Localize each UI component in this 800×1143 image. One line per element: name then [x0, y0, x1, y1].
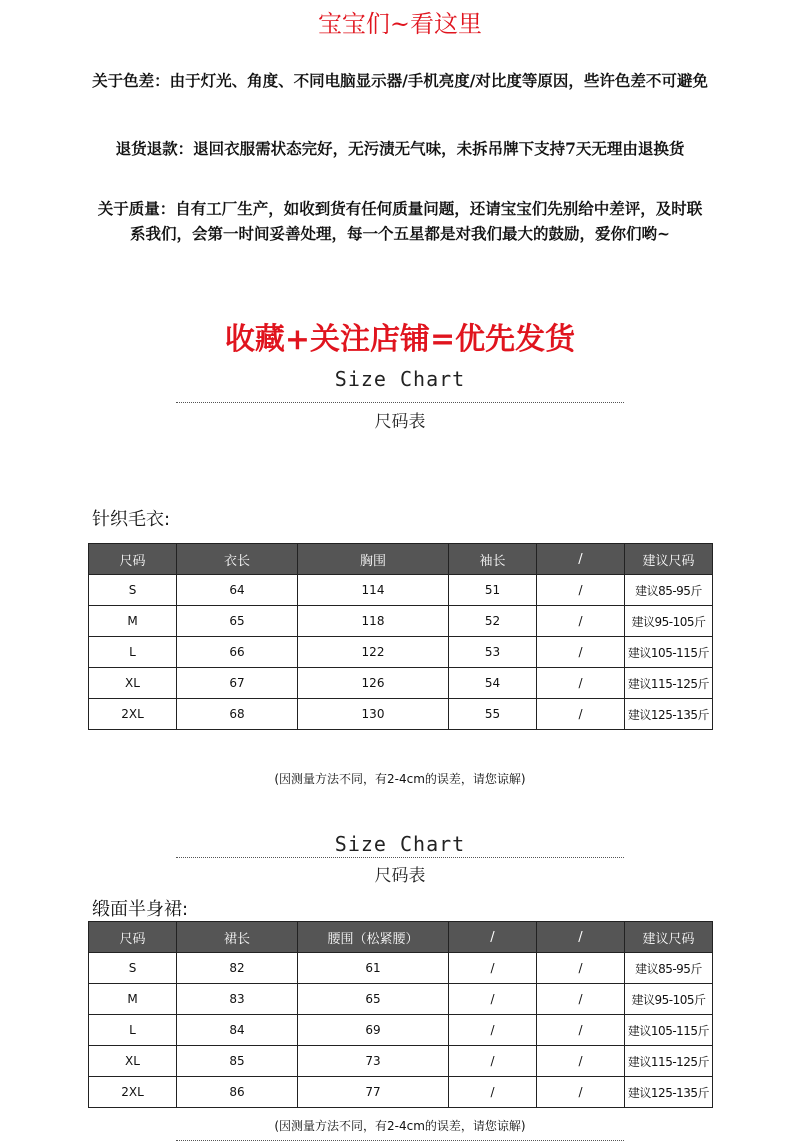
table-cell: 建议105-115斤 — [625, 1015, 713, 1046]
sweater-header-size: 尺码 — [89, 544, 177, 575]
table-cell: M — [89, 984, 177, 1015]
notice-quality-line-1: 关于质量：自有工厂生产，如收到货有任何质量问题，还请宝宝们先别给中差评，及时联 — [97, 199, 703, 218]
table-row — [89, 606, 713, 637]
promo-title: 收藏+关注店铺=优先发货 — [224, 322, 576, 357]
table-cell: / — [537, 953, 625, 984]
table-cell: 85 — [177, 1046, 298, 1077]
sweater-table-header-row — [89, 544, 713, 575]
table-cell: 73 — [298, 1046, 449, 1077]
notice-quality — [0, 196, 800, 246]
table-cell: 建议125-135斤 — [625, 699, 713, 730]
sweater-size-chart-title: Size Chart — [334, 367, 466, 391]
table-cell: 建议115-125斤 — [625, 1046, 713, 1077]
table-cell: / — [449, 984, 537, 1015]
table-cell: 2XL — [89, 1077, 177, 1108]
table-cell: 建议85-95斤 — [625, 953, 713, 984]
table-cell: 建议95-105斤 — [625, 984, 713, 1015]
table-cell: 建议115-125斤 — [625, 668, 713, 699]
table-cell: 51 — [449, 575, 537, 606]
table-cell: 55 — [449, 699, 537, 730]
skirt-size-chart-title: Size Chart — [334, 832, 466, 856]
sweater-measurement-note: (因测量方法不同，有2-4cm的误差，请您谅解) — [274, 772, 526, 786]
table-row — [89, 575, 713, 606]
table-row — [89, 668, 713, 699]
table-cell: 84 — [177, 1015, 298, 1046]
skirt-section-label: 缎面半身裙: — [92, 899, 189, 920]
sweater-section-label: 针织毛衣: — [92, 509, 171, 530]
table-cell: 65 — [298, 984, 449, 1015]
table-cell: S — [89, 953, 177, 984]
sweater-size-chart-subtitle: 尺码表 — [374, 412, 426, 432]
table-cell: 122 — [298, 637, 449, 668]
table-cell: 130 — [298, 699, 449, 730]
table-cell: / — [449, 1077, 537, 1108]
notice-return-policy: 退货退款：退回衣服需状态完好，无污渍无气味，未拆吊牌下支持7天无理由退换货 — [115, 139, 685, 158]
skirt-table-header-row — [89, 922, 713, 953]
table-cell: 66 — [177, 637, 298, 668]
table-cell: 82 — [177, 953, 298, 984]
table-cell: 65 — [177, 606, 298, 637]
sweater-header-blank: / — [537, 544, 625, 575]
table-cell: / — [537, 699, 625, 730]
table-cell: 69 — [298, 1015, 449, 1046]
table-cell: / — [537, 637, 625, 668]
sweater-header-chest: 胸围 — [298, 544, 449, 575]
sweater-size-table — [88, 543, 713, 730]
bottom-divider — [176, 1140, 624, 1141]
table-cell: L — [89, 637, 177, 668]
table-cell: 2XL — [89, 699, 177, 730]
skirt-header-size: 尺码 — [89, 922, 177, 953]
table-row — [89, 699, 713, 730]
skirt-size-table — [88, 921, 713, 1108]
sweater-header-length: 衣长 — [177, 544, 298, 575]
table-cell: 54 — [449, 668, 537, 699]
table-cell: 53 — [449, 637, 537, 668]
table-cell: 建议85-95斤 — [625, 575, 713, 606]
table-cell: 68 — [177, 699, 298, 730]
table-cell: 建议95-105斤 — [625, 606, 713, 637]
table-cell: / — [449, 1046, 537, 1077]
table-row — [89, 637, 713, 668]
header-title: 宝宝们~看这里 — [317, 10, 483, 38]
table-row — [89, 1046, 713, 1077]
sweater-header-sleeve: 袖长 — [449, 544, 537, 575]
skirt-measurement-note: (因测量方法不同，有2-4cm的误差，请您谅解) — [274, 1119, 526, 1133]
table-cell: XL — [89, 668, 177, 699]
table-row — [89, 984, 713, 1015]
table-cell: 64 — [177, 575, 298, 606]
sweater-divider — [176, 402, 624, 403]
table-cell: / — [537, 1046, 625, 1077]
table-cell: 114 — [298, 575, 449, 606]
table-cell: 86 — [177, 1077, 298, 1108]
table-cell: 118 — [298, 606, 449, 637]
table-cell: 建议125-135斤 — [625, 1077, 713, 1108]
table-cell: 建议105-115斤 — [625, 637, 713, 668]
table-cell: 77 — [298, 1077, 449, 1108]
skirt-header-length: 裙长 — [177, 922, 298, 953]
table-cell: L — [89, 1015, 177, 1046]
skirt-header-recommend: 建议尺码 — [625, 922, 713, 953]
table-cell: M — [89, 606, 177, 637]
table-cell: / — [537, 984, 625, 1015]
sweater-header-recommend: 建议尺码 — [625, 544, 713, 575]
table-cell: 52 — [449, 606, 537, 637]
table-cell: / — [537, 1077, 625, 1108]
table-cell: XL — [89, 1046, 177, 1077]
table-cell: 126 — [298, 668, 449, 699]
notice-color-difference: 关于色差：由于灯光、角度、不同电脑显示器/手机亮度/对比度等原因，些许色差不可避免 — [92, 71, 708, 90]
table-cell: / — [449, 1015, 537, 1046]
table-cell: / — [537, 575, 625, 606]
table-cell: S — [89, 575, 177, 606]
notice-quality-line-2: 系我们，会第一时间妥善处理，每一个五星都是对我们最大的鼓励，爱你们哟~ — [130, 224, 670, 243]
table-cell: / — [537, 1015, 625, 1046]
skirt-header-waist: 腰围（松紧腰） — [298, 922, 449, 953]
skirt-header-blank-1: / — [449, 922, 537, 953]
table-row — [89, 953, 713, 984]
table-cell: / — [537, 606, 625, 637]
skirt-divider — [176, 857, 624, 858]
skirt-header-blank-2: / — [537, 922, 625, 953]
table-cell: 83 — [177, 984, 298, 1015]
skirt-size-chart-subtitle: 尺码表 — [374, 866, 426, 886]
table-cell: / — [449, 953, 537, 984]
table-cell: / — [537, 668, 625, 699]
table-cell: 67 — [177, 668, 298, 699]
table-cell: 61 — [298, 953, 449, 984]
table-row — [89, 1015, 713, 1046]
table-row — [89, 1077, 713, 1108]
